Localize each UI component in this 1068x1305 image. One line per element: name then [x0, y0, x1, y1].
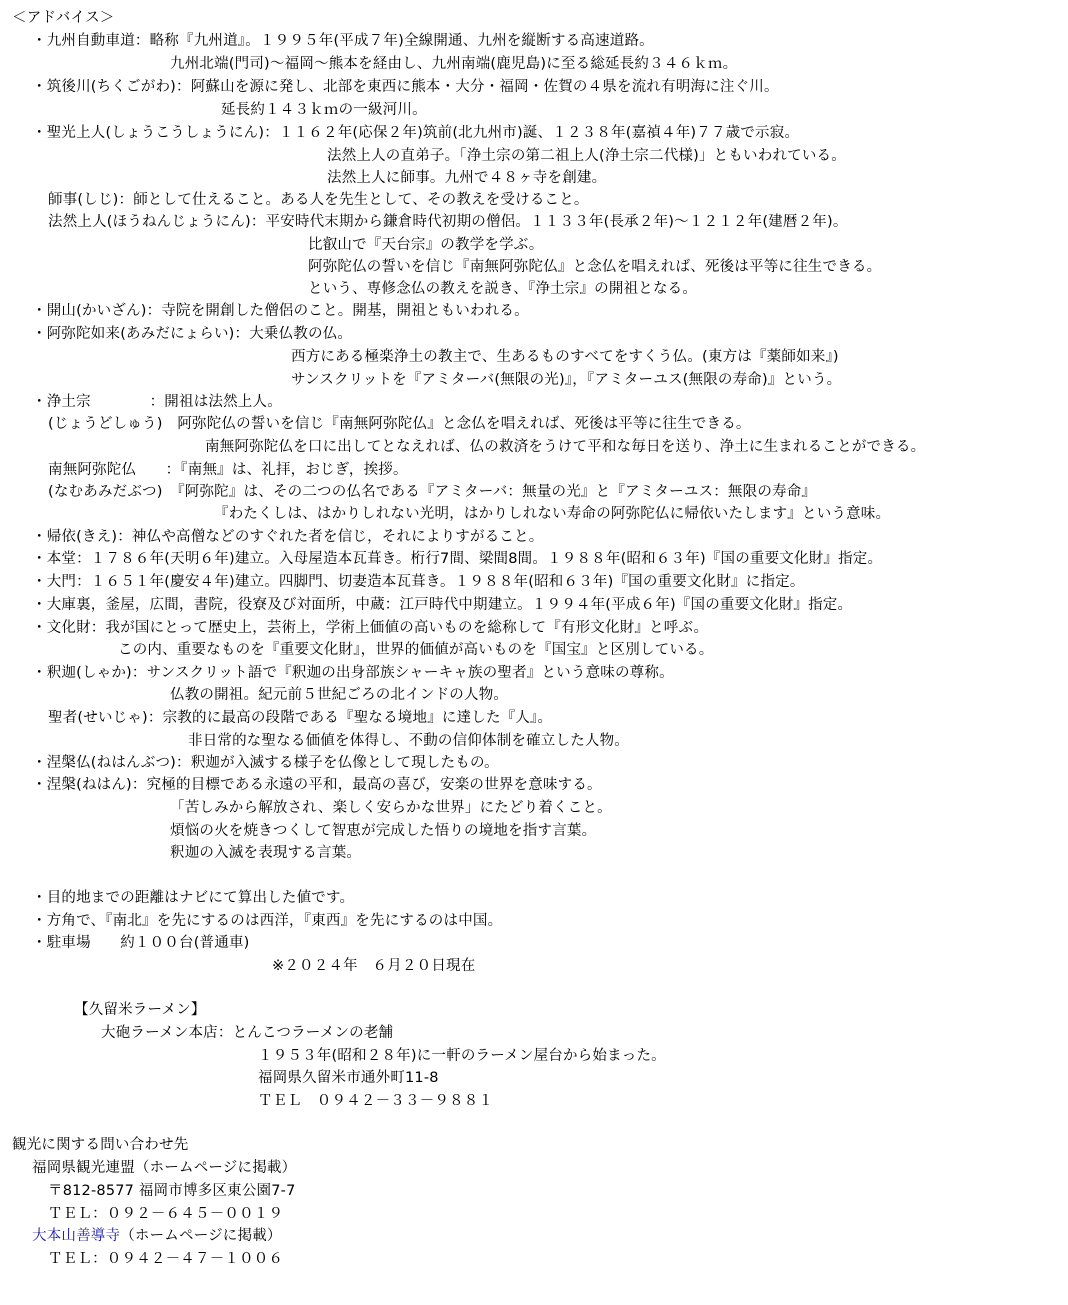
nehanbutsu-definition: ・涅槃仏(ねはんぶつ)：釈迦が入滅する様子を仏像として現したもの。 — [32, 755, 499, 771]
fukuoka-tourism-address: 〒812-8577 福岡市博多区東公園7-7 — [48, 1183, 296, 1199]
jodoshu-line-3: 南無阿弥陀仏を口に出してとなえれば、仏の救済をうけて平和な毎日を送り、浄土に生まれることができる。 — [205, 439, 926, 455]
zendoji-contact — [32, 1226, 282, 1246]
kurume-ramen-heading: 【久留米ラーメン】 — [74, 1002, 206, 1018]
honen-shonin-line-3: 阿弥陀仏の誓いを信じ『南無阿弥陀仏』と念仏を唱えれば、死後は平等に往生できる。 — [308, 259, 882, 275]
chikugo-river-line-1: ・筑後川(ちくごがわ)：阿蘇山を源に発し、北部を東西に熊本・大分・福岡・佐賀の４県を流れ有明海に注ぐ川。 — [32, 79, 779, 95]
amida-line-3: サンスクリットを『アミターバ(無限の光)』，『アミターユス(無限の寿命)』という。 — [291, 372, 842, 388]
honen-shonin-line-1: 法然上人(ほうねんじょうにん)：平安時代末期から鎌倉時代初期の僧侶。１１３３年(長承２年)～１２１２年(建暦２年)。 — [48, 214, 848, 230]
tourism-contact-heading: 観光に関する問い合わせ先 — [12, 1137, 189, 1153]
shokou-shonin-line-2: 法然上人の直弟子。「浄土宗の第二祖上人(浄土宗二代様)」ともいわれている。 — [327, 148, 846, 164]
seija-line-1: 聖者(せいじゃ)：宗教的に最高の段階である『聖なる境地』に達した『人』。 — [48, 710, 553, 726]
ramen-shop-line-1: 大砲ラーメン本店：とんこつラーメンの老舗 — [101, 1025, 394, 1041]
ramen-shop-address: 福岡県久留米市通外町11-8 — [258, 1070, 439, 1086]
as-of-date: ※２０２４年 ６月２０日現在 — [272, 958, 476, 974]
ramen-shop-line-2: １９５３年(昭和２８年)に一軒のラーメン屋台から始まった。 — [258, 1048, 666, 1064]
shiji-definition: 師事(しじ)：師として仕えること。ある人を先生として、その教えを受けること。 — [48, 192, 589, 208]
direction-note: ・方角で、『南北』を先にするのは西洋，『東西』を先にするのは中国。 — [32, 913, 503, 929]
distance-note: ・目的地までの距離はナビにて算出した値です。 — [32, 890, 355, 906]
namu-amidabutsu-line-2: (なむあみだぶつ) 『阿弥陀』は、その二つの仏名である『アミターバ：無量の光』と『アミターユス：無限の寿命』 — [48, 484, 817, 500]
kyushu-expressway-line-2: 九州北端(門司)～福岡～熊本を経由し、九州南端(鹿児島)に至る総延長約３４６ｋｍ。 — [170, 56, 738, 72]
shokou-shonin-line-3: 法然上人に師事。九州で４８ヶ寺を創建。 — [327, 170, 607, 186]
zendoji-phone: ＴＥＬ：０９４２－４７－１００６ — [48, 1251, 284, 1267]
shaka-line-1: ・釈迦(しゃか)：サンスクリット語で『釈迦の出身部族シャーキャ族の聖者』という意味の尊称。 — [32, 665, 674, 681]
daimon-info: ・大門：１６５１年(慶安４年)建立。四脚門、切妻造本瓦葺き。１９８８年(昭和６３年)『国の重要文化財』に指定。 — [32, 574, 805, 590]
kyushu-expressway-line-1: ・九州自動車道：略称『九州道』。１９９５年(平成７年)全線開通、九州を縦断する高速道路。 — [32, 33, 654, 49]
fukuoka-tourism-phone: ＴＥＬ：０９２－６４５－００１９ — [48, 1206, 284, 1222]
ramen-shop-phone: ＴＥＬ ０９４２－３３－９８８１ — [258, 1093, 494, 1109]
shaka-line-2: 仏教の開祖。紀元前５世紀ごろの北インドの人物。 — [170, 687, 509, 703]
kaizan-definition: ・開山(かいざん)：寺院を開創した僧侶のこと。開基，開祖ともいわれる。 — [32, 303, 529, 319]
kie-definition: ・帰依(きえ)：神仏や高僧などのすぐれた者を信じ，それによりすがること。 — [32, 529, 544, 545]
daikuri-info: ・大庫裏，釜屋，広間，書院，役寮及び対面所，中蔵：江戸時代中期建立。１９９４年(平成６年)『国の重要文化財』指定。 — [32, 597, 853, 613]
chikugo-river-line-2: 延長約１４３ｋｍの一級河川。 — [221, 102, 427, 118]
bunkazai-line-1: ・文化財：我が国にとって歴史上，芸術上，学術上価値の高いものを総称して『有形文化財』と呼ぶ。 — [32, 620, 709, 636]
namu-amidabutsu-line-1: 南無阿弥陀仏 ：『南無』は、礼拝，おじぎ，挨拶。 — [48, 462, 408, 478]
honen-shonin-line-2: 比叡山で『天台宗』の教学を学ぶ。 — [308, 237, 544, 253]
nehan-line-2: 「苦しみから解放され、楽しく安らかな世界」にたどり着くこと。 — [170, 800, 612, 816]
hondo-info: ・本堂：１７８６年(天明６年)建立。入母屋造本瓦葺き。桁行7間、梁間8間。１９８８年(昭和６３年)『国の重要文化財』指定。 — [32, 551, 883, 567]
jodoshu-line-2: (じょうどしゅう) 阿弥陀仏の誓いを信じ『南無阿弥陀仏』と念仏を唱えれば、死後は平等に往生できる。 — [48, 416, 751, 432]
nehan-line-3: 煩悩の火を焼きつくして智恵が完成した悟りの境地を指す言葉。 — [170, 823, 597, 839]
seija-line-2: 非日常的な聖なる価値を体得し、不動の信仰体制を確立した人物。 — [188, 733, 629, 749]
amida-line-2: 西方にある極楽浄土の教主で、生あるものすべてをすくう仏。(東方は『薬師如来』) — [291, 349, 839, 365]
bunkazai-line-2: この内、重要なものを『重要文化財』，世界的価値が高いものを『国宝』と区別している。 — [118, 642, 714, 658]
jodoshu-line-1: ・浄土宗 ：開祖は法然上人。 — [32, 394, 282, 410]
parking-note: ・駐車場 約１００台(普通車) — [32, 935, 250, 951]
nehan-line-1: ・涅槃(ねはん)：究極的目標である永遠の平和，最高の喜び，安楽の世界を意味する。 — [32, 777, 602, 793]
honen-shonin-line-4: という、専修念仏の教えを説き、『浄土宗』の開祖となる。 — [308, 281, 698, 297]
advice-heading: ＜アドバイス＞ — [12, 10, 115, 26]
zendoji-link[interactable]: 大本山善導寺 — [32, 1228, 121, 1244]
shokou-shonin-line-1: ・聖光上人(しょうこうしょうにん)：１１６２年(応保２年)筑前(北九州市)誕、１２３８年(嘉禎４年)７７歳で示寂。 — [32, 125, 800, 141]
nehan-line-4: 釈迦の入滅を表現する言葉。 — [170, 845, 362, 861]
namu-amidabutsu-line-3: 『わたくしは、はかりしれない光明，はかりしれない寿命の阿弥陀仏に帰依いたします』という意味。 — [214, 506, 891, 522]
zendoji-homepage-note: （ホームページに掲載） — [120, 1228, 282, 1244]
fukuoka-tourism-federation: 福岡県観光連盟（ホームページに掲載） — [32, 1160, 297, 1176]
amida-line-1: ・阿弥陀如来(あみだにょらい)：大乗仏教の仏。 — [32, 326, 353, 342]
